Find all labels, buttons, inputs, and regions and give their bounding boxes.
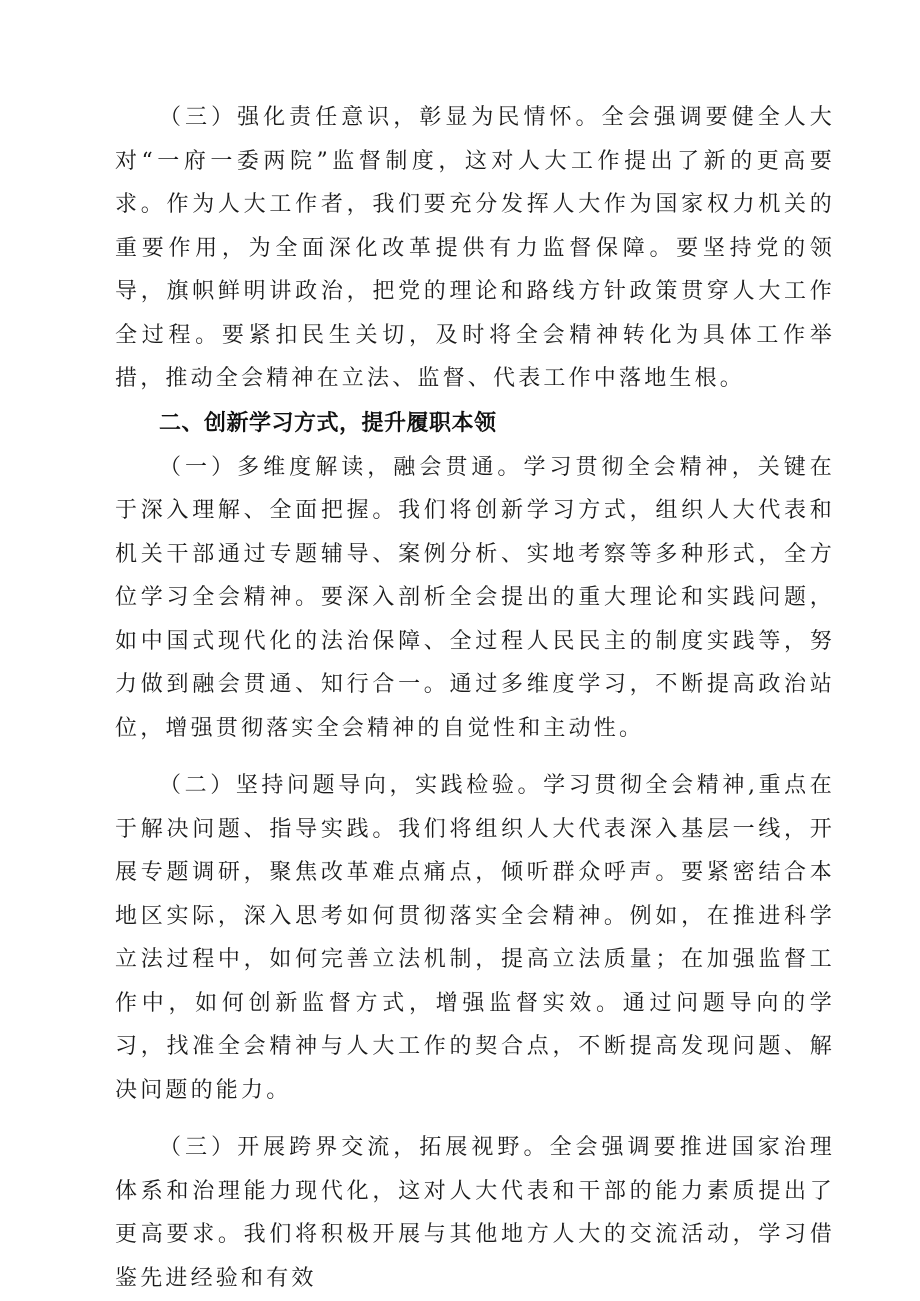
paragraph-multidimensional: （一）多维度解读，融会贯通。学习贯彻全会精神，关键在于深入理解、全面把握。我们将创新学习方式，组织人大代表和机关干部通过专题辅导、案例分析、实地考察等多种形式，全方位学习全会精神。要深入剖析全会提出的重大理论和实践问题，如中国式现代化的法治保障、全过程人民民主的制度实践等，努力做到融会贯通、知行合一。通过多维度学习，不断提高政治站位，增强贯彻落实全会精神的自觉性和主动性。	[115, 454, 835, 741]
paragraph-cross-exchange: （三）开展跨界交流，拓展视野。全会强调要推进国家治理体系和治理能力现代化，这对人大代表和干部的能力素质提出了更高要求。我们将积极开展与其他地方人大的交流活动，学习借鉴先进经验和有效	[115, 1135, 835, 1291]
paragraph-responsibility: （三）强化责任意识，彰显为民情怀。全会强调要健全人大对“一府一委两院”监督制度，这对人大工作提出了新的更高要求。作为人大工作者，我们要充分发挥人大作为国家权力机关的重要作用，为全面深化改革提供有力监督保障。要坚持党的领导，旗帜鲜明讲政治，把党的理论和路线方针政策贯穿人大工作全过程。要紧扣民生关切，及时将全会精神转化为具体工作举措，推动全会精神在立法、监督、代表工作中落地生根。	[115, 105, 835, 391]
document-body	[115, 96, 835, 1300]
paragraph-problem-oriented: （二）坚持问题导向，实践检验。学习贯彻全会精神,重点在于解决问题、指导实践。我们将组织人大代表深入基层一线，开展专题调研，聚焦改革难点痛点，倾听群众呼声。要紧密结合本地区实际，深入思考如何贯彻落实全会精神。例如，在推进科学立法过程中，如何完善立法机制，提高立法质量；在加强监督工作中，如何创新监督方式，增强监督实效。通过问题导向的学习，找准全会精神与人大工作的契合点，不断提高发现问题、解决问题的能力。	[115, 773, 835, 1103]
section-heading-2: 二、创新学习方式，提升履职本领	[159, 410, 497, 436]
paragraph-spacer	[115, 1112, 835, 1126]
paragraph-spacer	[115, 750, 835, 764]
